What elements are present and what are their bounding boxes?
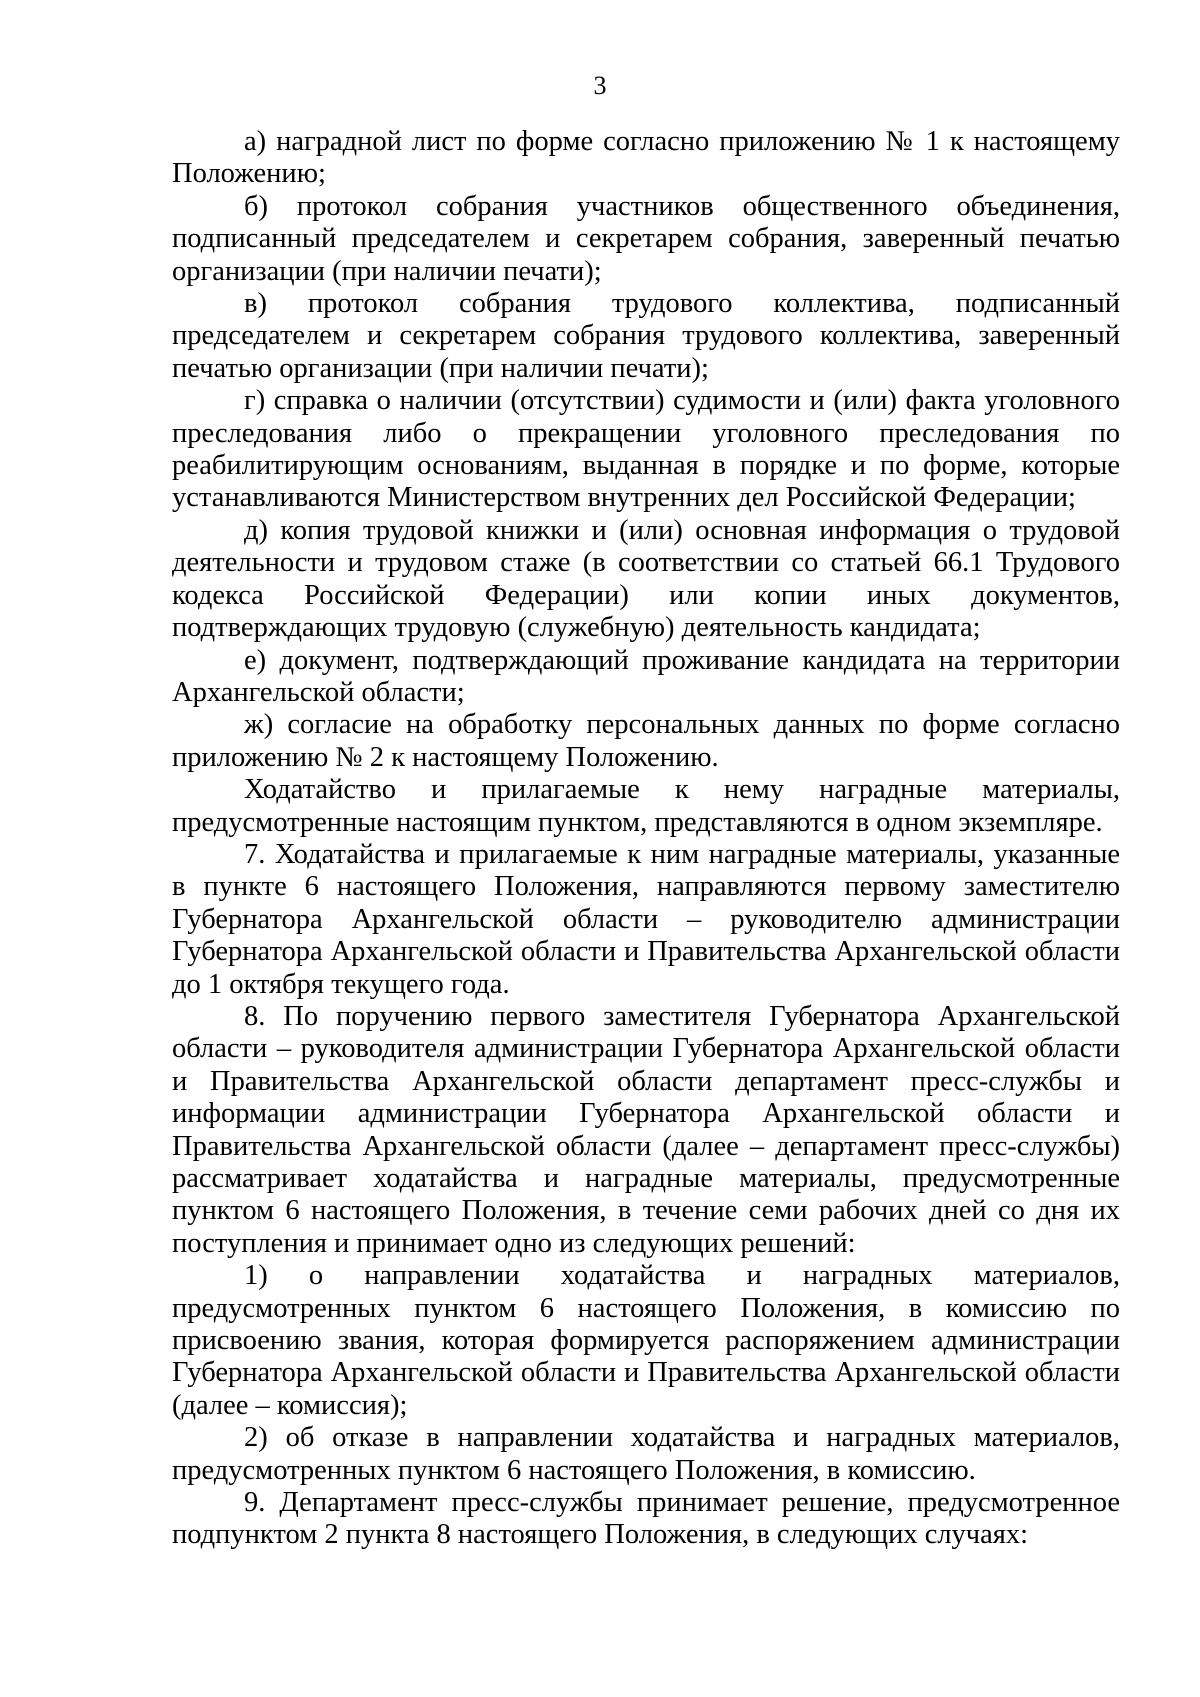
paragraph-8-1: 1) о направлении ходатайства и наградных материалов, предусмотренных пунктом 6 настоящего Положения, в комиссию по присвоению звания, которая формируется распоряжением администрации Губернатора Архангельской области и Правительства Архангельской области (далее – комиссия); — [172, 1260, 1120, 1421]
paragraph-petition-copies: Ходатайство и прилагаемые к нему наградные материалы, предусмотренные настоящим пунктом, представляются в одном экземпляре. — [172, 774, 1120, 838]
paragraph-d: д) копия трудовой книжки и (или) основная информация о трудовой деятельности и трудовом стаже (в соответствии со статьей 66.1 Трудового кодекса Российской Федерации) или копии иных документов, подтверждающих трудовую (служебную) деятельность кандидата; — [172, 514, 1120, 644]
paragraph-9: 9. Департамент пресс-службы принимает решение, предусмотренное подпунктом 2 пункта 8 настоящего Положения, в следующих случаях: — [172, 1487, 1120, 1551]
paragraph-8: 8. По поручению первого заместителя Губернатора Архангельской области – руководителя администрации Губернатора Архангельской области и Правительства Архангельской области департамент пресс-службы и информации администрации Губернатора Архангельской области и Правительства Архангельской области (далее – департамент пресс-службы) рассматривает ходатайства и наградные материалы, предусмотренные пунктом 6 настоящего Положения, в течение семи рабочих дней со дня их поступления и принимает одно из следующих решений: — [172, 1000, 1120, 1259]
paragraph-v: в) протокол собрания трудового коллектива, подписанный председателем и секретарем собрания трудового коллектива, заверенный печатью организации (при наличии печати); — [172, 288, 1120, 384]
paragraph-8-2: 2) об отказе в направлении ходатайства и наградных материалов, предусмотренных пунктом 6 настоящего Положения, в комиссию. — [172, 1422, 1120, 1486]
paragraph-a: а) наградной лист по форме согласно приложению № 1 к настоящему Положению; — [172, 126, 1120, 190]
paragraph-7: 7. Ходатайства и прилагаемые к ним наградные материалы, указанные в пункте 6 настоящего Положения, направляются первому заместителю Губернатора Архангельской области – руководителю администрации Губернатора Архангельской области и Правительства Архангельской области до 1 октября текущего года. — [172, 838, 1120, 1000]
paragraph-b: б) протокол собрания участников общественного объединения, подписанный председателем и секретарем собрания, заверенный печатью организации (при наличии печати); — [172, 190, 1120, 287]
document-body — [172, 126, 1120, 1552]
paragraph-zh: ж) согласие на обработку персональных данных по форме согласно приложению № 2 к настоящему Положению. — [172, 709, 1120, 773]
paragraph-g: г) справка о наличии (отсутствии) судимости и (или) факта уголовного преследования либо о прекращении уголовного преследования по реабилитирующим основаниям, выданная в порядке и по форме, которые устанавливаются Министерством внутренних дел Российской Федерации; — [172, 385, 1120, 514]
page-number: 3 — [593, 71, 607, 100]
paragraph-e: е) документ, подтверждающий проживание кандидата на территории Архангельской области; — [172, 644, 1120, 708]
